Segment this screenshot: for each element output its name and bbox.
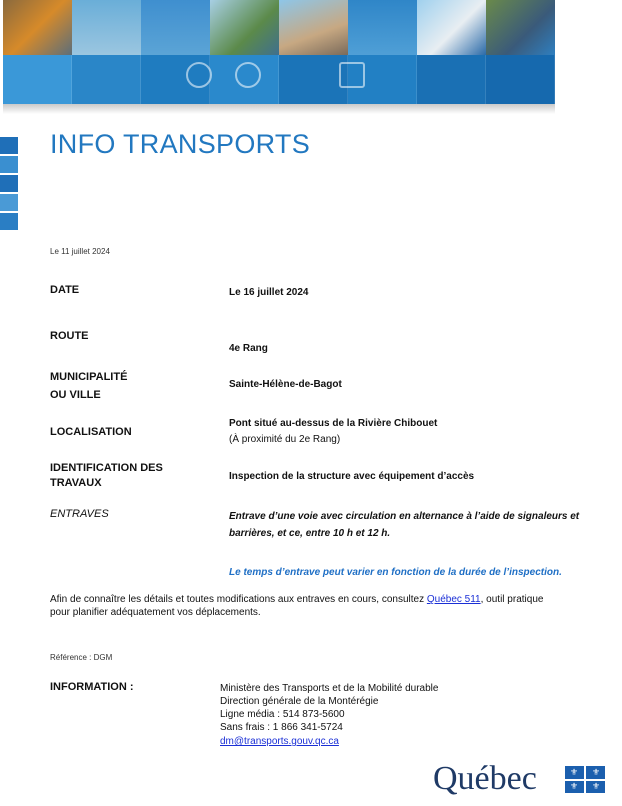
banner-shadow — [3, 104, 555, 114]
localisation-label: LOCALISATION — [50, 426, 132, 438]
localisation-value-line1: Pont situé au-dessus de la Rivière Chibouet — [229, 418, 438, 429]
entraves-label: ENTRAVES — [50, 508, 109, 520]
information-label: INFORMATION : — [50, 681, 134, 693]
reference: Référence : DGM — [50, 653, 113, 662]
side-decoration — [0, 137, 18, 232]
page-title: INFO TRANSPORTS — [50, 129, 311, 159]
phone-icon — [186, 62, 212, 88]
banner-photos — [3, 0, 555, 55]
entraves-line1: Entrave d’une voie avec circulation en alternance à l’aide de signaleurs et — [229, 511, 580, 522]
info-line-sans-frais: Sans frais : 1 866 341-5724 — [220, 722, 343, 733]
date-label: DATE — [50, 284, 80, 296]
identification-label-line1: IDENTIFICATION DES — [50, 462, 163, 474]
info-email — [220, 735, 339, 748]
fleur-de-lis-icon: ⚜ — [592, 781, 601, 791]
paragraph-text-before: Afin de connaître les détails et toutes modifications aux entraves en cours, consultez — [50, 594, 427, 605]
circle-icon — [235, 62, 261, 88]
localisation-value-line2: (À proximité du 2e Rang) — [229, 434, 341, 445]
municipalite-value: Sainte-Hélène-de-Bagot — [229, 379, 342, 390]
road-sign-icon — [339, 62, 365, 88]
paragraph-text-after: , outil pratique — [480, 594, 544, 605]
quebec-flag-icon — [565, 766, 605, 793]
info-line-ministere: Ministère des Transports et de la Mobilité durable — [220, 683, 439, 694]
header-banner — [3, 0, 555, 104]
quebec-511-link[interactable]: Québec 511 — [426, 594, 481, 605]
route-label: ROUTE — [50, 330, 89, 342]
info-paragraph-line2: pour planifier adéquatement vos déplacements. — [50, 607, 261, 618]
route-value: 4e Rang — [229, 343, 268, 354]
identification-label-line2: TRAVAUX — [50, 477, 102, 489]
info-line-media: Ligne média : 514 873-5600 — [220, 709, 345, 720]
quebec-logo-text: Québec — [433, 760, 537, 797]
email-link[interactable]: dm@transports.gouv.qc.ca — [220, 736, 339, 747]
municipalite-label-line1: MUNICIPALITÉ — [50, 371, 128, 383]
date-value: Le 16 juillet 2024 — [229, 287, 309, 298]
info-paragraph-line1 — [50, 593, 543, 606]
entraves-note: Le temps d’entrave peut varier en fonction de la durée de l’inspection. — [229, 567, 562, 578]
identification-value: Inspection de la structure avec équipement d’accès — [229, 471, 475, 482]
fleur-de-lis-icon: ⚜ — [592, 767, 601, 777]
banner-squares — [3, 55, 555, 104]
fleur-de-lis-icon: ⚜ — [570, 781, 579, 791]
entraves-line2: barrières, et ce, entre 10 h et 12 h. — [229, 528, 391, 539]
municipalite-label-line2: OU VILLE — [50, 389, 101, 401]
info-line-direction: Direction générale de la Montérégie — [220, 696, 379, 707]
fleur-de-lis-icon: ⚜ — [570, 767, 579, 777]
document-date: Le 11 juillet 2024 — [50, 247, 110, 256]
